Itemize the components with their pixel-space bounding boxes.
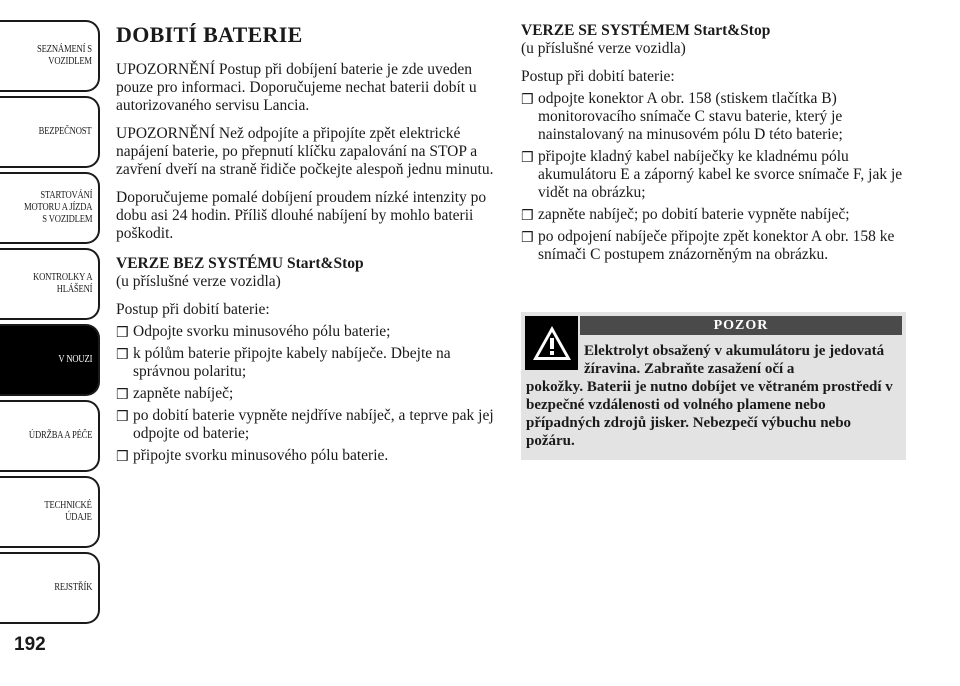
tab-label: REJSTŘÍK — [54, 582, 92, 593]
section-heading: VERZE BEZ SYSTÉMU Start&Stop — [116, 255, 364, 272]
section-heading: VERZE SE SYSTÉMEM Start&Stop — [521, 22, 771, 39]
tab-bezpecnost[interactable] — [0, 96, 100, 168]
checkbox-bullet-icon: ❒ — [116, 347, 129, 363]
right-column — [521, 22, 911, 268]
list-item-text: odpojte konektor A obr. 158 (stiskem tlačítka B) monitorovacího snímače C stavu baterie, který je nainstalovaný na minusovém pólu D této baterie; — [538, 90, 843, 143]
warning-text-indented: Elektrolyt obsažený v akumulátoru je jedovatá žíravina. Zabraňte zasažení očí a — [584, 343, 885, 377]
tab-seznameni-s-vozidlem[interactable] — [0, 20, 100, 92]
list-item-text: Odpojte svorku minusového pólu baterie; — [133, 323, 391, 340]
list-item-text: po dobití baterie vypněte nejdříve nabíječ, a teprve pak jej odpojte od baterie; — [133, 407, 494, 442]
tab-rejstrik[interactable] — [0, 552, 100, 624]
list-item — [521, 206, 911, 224]
checkbox-bullet-icon: ❒ — [521, 150, 534, 166]
warning-header: POZOR — [580, 316, 902, 335]
paragraph: UPOZORNĚNÍ Než odpojíte a připojíte zpět elektrické napájení baterie, po přepnutí klíčku zapalování na STOP a zavření dveří na straně řidiče počkejte alespoň jednu minutu. — [116, 125, 494, 178]
section-subheading: (u příslušné verze vozidla) — [521, 40, 686, 57]
list-item — [116, 385, 496, 403]
checkbox-bullet-icon: ❒ — [116, 325, 129, 341]
list-item-text: k pólům baterie připojte kabely nabíječe. Dbejte na správnou polaritu; — [133, 345, 451, 380]
tab-udrzba[interactable] — [0, 400, 100, 472]
checkbox-bullet-icon: ❒ — [521, 230, 534, 246]
checkbox-bullet-icon: ❒ — [521, 92, 534, 108]
tab-label: ÚDRŽBA A PÉČE — [28, 430, 92, 441]
list-item-text: zapněte nabíječ; po dobití baterie vypněte nabíječ; — [538, 206, 850, 223]
tab-v-nouzi[interactable] — [0, 324, 100, 396]
left-column — [116, 22, 496, 469]
tab-startovani[interactable] — [0, 172, 100, 244]
list-item — [116, 323, 496, 341]
tab-label: V NOUZI — [58, 354, 92, 365]
section-subheading: (u příslušné verze vozidla) — [116, 273, 281, 290]
list-item — [521, 228, 911, 264]
list-item — [521, 90, 911, 144]
paragraph: UPOZORNĚNÍ Postup při dobíjení baterie je zde uveden pouze pro informaci. Doporučujeme nechat baterii dobít u autorizovaného servisu Lancia. — [116, 61, 477, 114]
tab-label: KONTROLKY A HLÁŠENÍ — [32, 272, 92, 295]
checkbox-bullet-icon: ❒ — [116, 387, 129, 403]
tab-technicke-udaje[interactable] — [0, 476, 100, 548]
tab-label: BEZPEČNOST — [39, 126, 92, 137]
list-item — [116, 345, 496, 381]
tab-label: STARTOVÁNÍ MOTORU A JÍZDA S VOZIDLEM — [23, 190, 92, 225]
page-title: DOBITÍ BATERIE — [116, 22, 303, 47]
list-item — [116, 407, 496, 443]
procedure-intro: Postup při dobití baterie: — [521, 68, 675, 85]
procedure-list — [116, 323, 496, 465]
warning-text — [526, 342, 902, 450]
list-item-text: po odpojení nabíječe připojte zpět konektor A obr. 158 ke snímači C postupem znázorněným na obrázku. — [538, 228, 895, 263]
page-number: 192 — [14, 634, 46, 655]
tab-label: TECHNICKÉ ÚDAJE — [44, 500, 92, 523]
procedure-intro: Postup při dobití baterie: — [116, 301, 270, 318]
procedure-list — [521, 90, 911, 264]
tab-label: SEZNÁMENÍ S VOZIDLEM — [37, 44, 92, 67]
checkbox-bullet-icon: ❒ — [116, 409, 129, 425]
checkbox-bullet-icon: ❒ — [116, 449, 129, 465]
list-item-text: připojte svorku minusového pólu baterie. — [133, 447, 389, 464]
list-item — [116, 447, 496, 465]
warning-box — [521, 312, 906, 460]
checkbox-bullet-icon: ❒ — [521, 208, 534, 224]
list-item-text: zapněte nabíječ; — [133, 385, 234, 402]
list-item-text: připojte kladný kabel nabíječky ke kladnému pólu akumulátoru E a záporný kabel ke svorce snímače F, jak je vidět na obrázku; — [538, 148, 903, 201]
list-item — [521, 148, 911, 202]
warning-text-full: pokožky. Baterii je nutno dobíjet ve větraném prostředí v bezpečné vzdálenosti od volného plamene nebo případných zdrojů jisker. Nebezpečí výbuchu nebo požáru. — [526, 379, 893, 449]
paragraph: Doporučujeme pomalé dobíjení proudem nízké intenzity po dobu asi 24 hodin. Příliš dlouhé nabíjení by mohlo baterii poškodit. — [116, 189, 487, 242]
tab-kontrolky[interactable] — [0, 248, 100, 320]
